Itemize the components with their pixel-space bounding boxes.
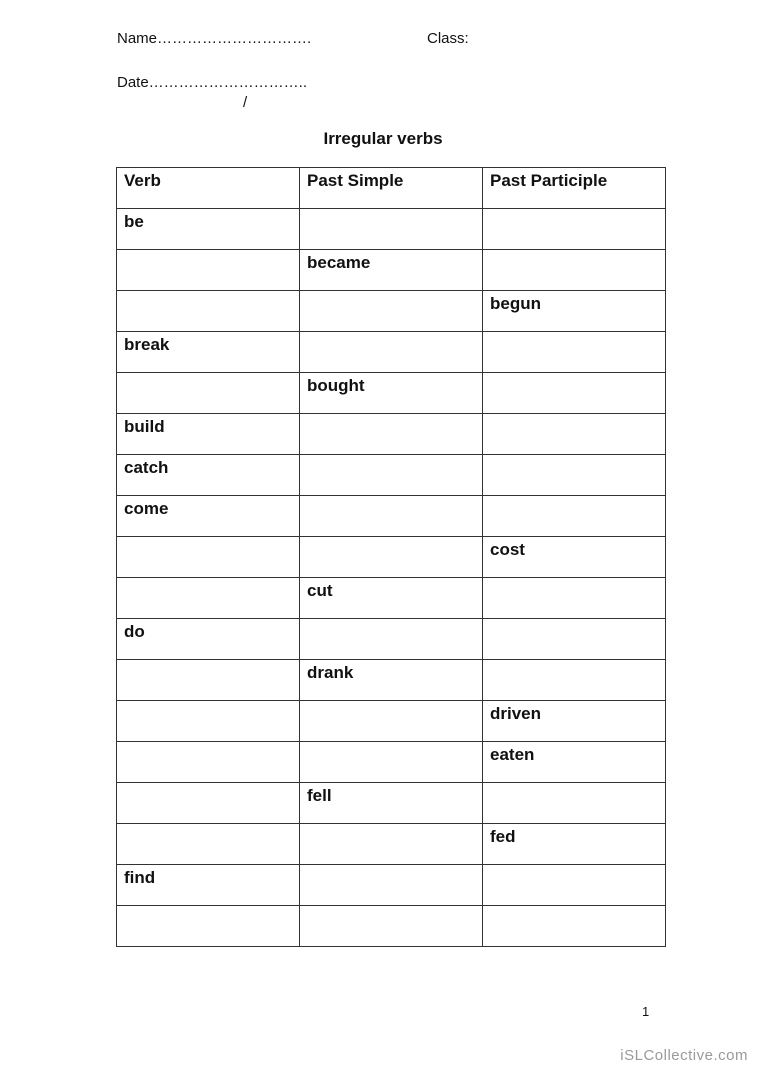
table-row — [117, 209, 666, 250]
past-participle-cell[interactable] — [483, 660, 666, 701]
past-simple-cell[interactable] — [300, 291, 483, 332]
past-participle-cell[interactable] — [483, 455, 666, 496]
past-participle-cell[interactable] — [483, 783, 666, 824]
past-simple-cell[interactable] — [300, 209, 483, 250]
verb-cell[interactable] — [117, 783, 300, 824]
table-row — [117, 373, 666, 414]
verb-cell[interactable] — [117, 906, 300, 947]
past-participle-cell[interactable] — [483, 906, 666, 947]
verb-cell[interactable]: come — [117, 496, 300, 537]
past-simple-cell[interactable] — [300, 906, 483, 947]
table-row — [117, 332, 666, 373]
verb-cell[interactable]: do — [117, 619, 300, 660]
table-row — [117, 414, 666, 455]
past-simple-cell[interactable] — [300, 496, 483, 537]
past-participle-cell[interactable] — [483, 250, 666, 291]
past-participle-cell[interactable] — [483, 496, 666, 537]
table-row — [117, 701, 666, 742]
past-simple-cell[interactable]: became — [300, 250, 483, 291]
verb-cell[interactable]: catch — [117, 455, 300, 496]
irregular-verbs-table — [116, 167, 666, 947]
past-simple-cell[interactable] — [300, 619, 483, 660]
table-row — [117, 537, 666, 578]
past-participle-cell[interactable] — [483, 578, 666, 619]
table-row — [117, 906, 666, 947]
verb-cell[interactable] — [117, 701, 300, 742]
table-row — [117, 496, 666, 537]
past-participle-cell[interactable]: cost — [483, 537, 666, 578]
past-simple-cell[interactable]: fell — [300, 783, 483, 824]
table-row — [117, 742, 666, 783]
past-participle-cell[interactable] — [483, 209, 666, 250]
verb-cell[interactable]: break — [117, 332, 300, 373]
verb-cell[interactable] — [117, 578, 300, 619]
class-field-label: Class: — [427, 30, 469, 47]
verb-cell[interactable]: build — [117, 414, 300, 455]
past-simple-cell[interactable]: bought — [300, 373, 483, 414]
verb-cell[interactable] — [117, 291, 300, 332]
past-simple-cell[interactable] — [300, 455, 483, 496]
past-simple-cell[interactable] — [300, 865, 483, 906]
past-simple-cell[interactable]: cut — [300, 578, 483, 619]
past-participle-cell[interactable] — [483, 332, 666, 373]
verb-cell[interactable] — [117, 742, 300, 783]
date-slash-mark: / — [243, 94, 248, 111]
past-participle-cell[interactable]: driven — [483, 701, 666, 742]
past-simple-cell[interactable] — [300, 742, 483, 783]
past-simple-cell[interactable] — [300, 824, 483, 865]
past-simple-cell[interactable] — [300, 537, 483, 578]
table-row — [117, 578, 666, 619]
column-header-past-simple: Past Simple — [300, 168, 483, 209]
past-participle-cell[interactable] — [483, 619, 666, 660]
past-simple-cell[interactable]: drank — [300, 660, 483, 701]
verb-cell[interactable] — [117, 250, 300, 291]
column-header-past-participle: Past Participle — [483, 168, 666, 209]
table-header-row — [117, 168, 666, 209]
name-field-label: Name…………………………. — [117, 30, 312, 47]
past-participle-cell[interactable]: begun — [483, 291, 666, 332]
past-participle-cell[interactable] — [483, 414, 666, 455]
past-participle-cell[interactable] — [483, 373, 666, 414]
past-simple-cell[interactable] — [300, 414, 483, 455]
table-row — [117, 250, 666, 291]
table-row — [117, 455, 666, 496]
table-row — [117, 783, 666, 824]
table-row — [117, 865, 666, 906]
verb-cell[interactable] — [117, 824, 300, 865]
table-row — [117, 291, 666, 332]
date-field-label: Date………………………….. — [117, 74, 308, 91]
past-simple-cell[interactable] — [300, 332, 483, 373]
verb-cell[interactable] — [117, 373, 300, 414]
table-row — [117, 824, 666, 865]
worksheet-title: Irregular verbs — [323, 129, 443, 148]
past-participle-cell[interactable]: eaten — [483, 742, 666, 783]
site-watermark: iSLCollective.com — [620, 1047, 748, 1064]
table-body — [117, 209, 666, 947]
verb-cell[interactable] — [117, 660, 300, 701]
verb-cell[interactable]: be — [117, 209, 300, 250]
past-participle-cell[interactable]: fed — [483, 824, 666, 865]
table-row — [117, 619, 666, 660]
past-participle-cell[interactable] — [483, 865, 666, 906]
past-simple-cell[interactable] — [300, 701, 483, 742]
table-row — [117, 660, 666, 701]
column-header-verb: Verb — [117, 168, 300, 209]
page-number: 1 — [642, 1004, 650, 1019]
verb-cell[interactable]: find — [117, 865, 300, 906]
verb-cell[interactable] — [117, 537, 300, 578]
